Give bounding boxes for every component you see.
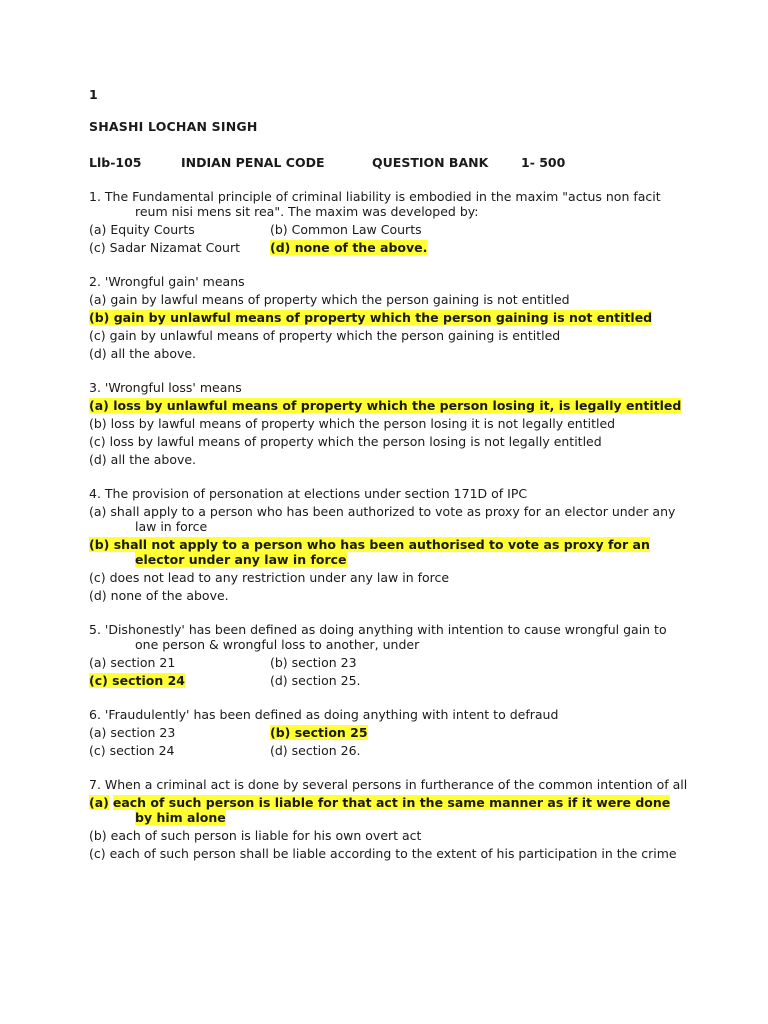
- option-d: (d) none of the above.: [89, 588, 229, 603]
- option-c-answer: (c) section 24: [89, 673, 186, 688]
- option-c: (c) section 24: [89, 743, 175, 758]
- option-d: (d) section 25.: [270, 673, 361, 688]
- option-c: (c) does not lead to any restriction under any law in force: [89, 570, 450, 585]
- question-text: 3. 'Wrongful loss' means: [89, 380, 242, 395]
- option-a-label: (a): [89, 795, 109, 810]
- option-c: (c) loss by lawful means of property which the person losing is not legally entitled: [89, 434, 602, 449]
- option-c: (c) gain by unlawful means of property which the person gaining is entitled: [89, 328, 561, 343]
- option-a: (a) shall apply to a person who has been authorized to vote as proxy for an elector under any law in force: [89, 504, 676, 534]
- option-d: (d) section 26.: [270, 743, 361, 758]
- question-1: [89, 189, 689, 255]
- option-a-answer: each of such person is liable for that act in the same manner as if it were done by him alone: [112, 795, 671, 825]
- question-7: [89, 777, 689, 861]
- question-text: 6. 'Fraudulently' has been defined as doing anything with intent to defraud: [89, 707, 559, 722]
- option-c: (c) each of such person shall be liable according to the extent of his participation in the crime: [89, 846, 677, 861]
- option-b: (b) section 23: [270, 655, 357, 670]
- question-5: [89, 622, 689, 688]
- question-text: 2. 'Wrongful gain' means: [89, 274, 245, 289]
- question-4: [89, 486, 689, 603]
- course-code: Llb-105: [89, 155, 142, 170]
- subject-title: INDIAN PENAL CODE: [181, 155, 325, 170]
- option-b-answer: (b) shall not apply to a person who has been authorised to vote as proxy for an elector under any law in force: [89, 537, 650, 567]
- option-d-answer: (d) none of the above.: [270, 240, 428, 255]
- option-a: (a) gain by lawful means of property which the person gaining is not entitled: [89, 292, 570, 307]
- option-a: (a) section 23: [89, 725, 176, 740]
- option-d: (d) all the above.: [89, 452, 197, 467]
- option-b: (b) loss by lawful means of property which the person losing it is not legally entitled: [89, 416, 616, 431]
- doc-type: QUESTION BANK: [372, 155, 489, 170]
- question-text: 1. The Fundamental principle of criminal liability is embodied in the maxim "actus non facit reum nisi mens sit rea". The maxim was developed by:: [89, 189, 661, 219]
- author-name: SHASHI LOCHAN SINGH: [89, 119, 258, 134]
- option-a: (a) section 21: [89, 655, 176, 670]
- question-list: [89, 189, 689, 880]
- option-b-answer: (b) gain by unlawful means of property which the person gaining is not entitled: [89, 310, 653, 325]
- question-range: 1- 500: [521, 155, 566, 170]
- option-a-answer: (a) loss by unlawful means of property which the person losing it, is legally entitled: [89, 398, 682, 413]
- question-2: [89, 274, 689, 361]
- option-b-answer: (b) section 25: [270, 725, 368, 740]
- option-c: (c) Sadar Nizamat Court: [89, 240, 240, 255]
- option-d: (d) all the above.: [89, 346, 197, 361]
- question-6: [89, 707, 689, 758]
- question-text: 5. 'Dishonestly' has been defined as doing anything with intention to cause wrongful gain to one person & wrongful loss to another, under: [89, 622, 667, 652]
- question-text: 7. When a criminal act is done by several persons in furtherance of the common intention of all: [89, 777, 688, 792]
- option-a: (a) Equity Courts: [89, 222, 195, 237]
- option-b: (b) Common Law Courts: [270, 222, 422, 237]
- question-3: [89, 380, 689, 467]
- page-number: 1: [89, 87, 98, 102]
- option-b: (b) each of such person is liable for his own overt act: [89, 828, 422, 843]
- question-text: 4. The provision of personation at elections under section 171D of IPC: [89, 486, 528, 501]
